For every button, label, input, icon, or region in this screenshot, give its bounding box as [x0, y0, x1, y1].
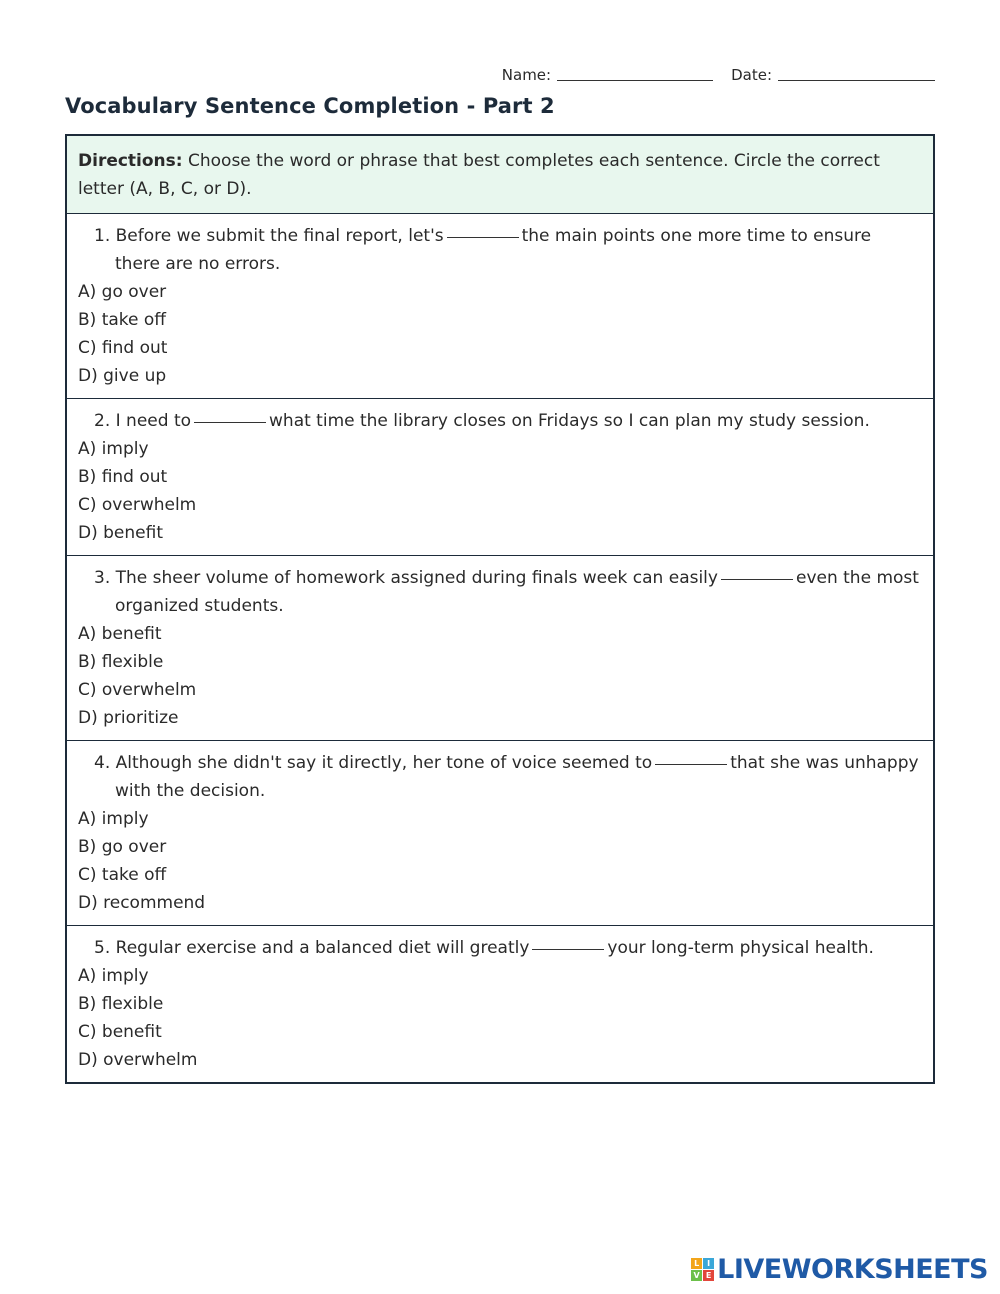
directions-text: Choose the word or phrase that best completes each sentence. Circle the correct letter (A, B, C, or D). [78, 151, 880, 199]
question-number: 2. [94, 411, 111, 431]
question-stem [78, 934, 921, 962]
directions-label: Directions: [78, 151, 183, 171]
logo-mark-icon [691, 1258, 714, 1281]
logo-text: LIVEWORKSHEETS [717, 1254, 988, 1285]
option-d[interactable]: D) recommend [78, 893, 206, 913]
liveworksheets-logo[interactable] [691, 1254, 988, 1285]
question-4 [67, 741, 933, 926]
date-label: Date: [731, 66, 772, 84]
logo-mark-tile: I [703, 1258, 714, 1269]
question-stem [78, 222, 921, 278]
question-number: 3. [94, 568, 111, 588]
name-field[interactable] [502, 66, 713, 84]
worksheet-box [65, 134, 935, 1084]
option-c[interactable]: C) find out [78, 338, 168, 358]
stem-after: the main points one more time to ensure there are no errors. [115, 226, 872, 274]
stem-after: that she was unhappy with the decision. [115, 753, 919, 801]
option-c[interactable]: C) benefit [78, 1022, 162, 1042]
name-label: Name: [501, 66, 552, 84]
option-d[interactable]: D) overwhelm [78, 1050, 198, 1070]
answer-blank[interactable] [532, 948, 604, 950]
date-field[interactable] [731, 66, 935, 84]
stem-after: what time the library closes on Fridays so I can plan my study session. [269, 411, 870, 431]
answer-blank[interactable] [447, 236, 519, 238]
option-b[interactable]: B) find out [78, 467, 168, 487]
question-5 [67, 926, 933, 1082]
stem-before: I need to [115, 411, 192, 431]
question-number: 5. [94, 938, 111, 958]
question-1 [67, 214, 933, 399]
option-a[interactable]: A) imply [78, 809, 149, 829]
option-c[interactable]: C) take off [78, 865, 167, 885]
option-d[interactable]: D) benefit [78, 523, 163, 543]
question-stem [78, 749, 921, 805]
date-line[interactable] [778, 79, 935, 81]
question-number: 1. [94, 226, 111, 246]
answer-blank[interactable] [194, 421, 266, 423]
page-title: Vocabulary Sentence Completion - Part 2 [65, 94, 555, 118]
stem-before: Although she didn't say it directly, her tone of voice seemed to [115, 753, 653, 773]
stem-before: Before we submit the final report, let's [115, 226, 444, 246]
answer-blank[interactable] [721, 578, 793, 580]
logo-mark-tile: L [691, 1258, 702, 1269]
option-c[interactable]: C) overwhelm [78, 680, 197, 700]
option-d[interactable]: D) prioritize [78, 708, 179, 728]
option-a[interactable]: A) go over [78, 282, 167, 302]
option-a[interactable]: A) imply [78, 966, 149, 986]
option-c[interactable]: C) overwhelm [78, 495, 197, 515]
logo-mark-tile: V [691, 1270, 702, 1281]
question-2 [67, 399, 933, 556]
option-b[interactable]: B) go over [78, 837, 167, 857]
stem-after: your long-term physical health. [607, 938, 874, 958]
option-a[interactable]: A) imply [78, 439, 149, 459]
question-3 [67, 556, 933, 741]
option-b[interactable]: B) flexible [78, 994, 164, 1014]
question-stem [78, 407, 921, 435]
answer-blank[interactable] [655, 763, 727, 765]
name-date-row [502, 66, 935, 84]
stem-after: even the most organized students. [115, 568, 919, 616]
directions-panel [67, 136, 933, 214]
option-b[interactable]: B) flexible [78, 652, 164, 672]
name-line[interactable] [557, 79, 713, 81]
option-a[interactable]: A) benefit [78, 624, 162, 644]
stem-before: Regular exercise and a balanced diet will greatly [115, 938, 530, 958]
logo-mark-tile: E [703, 1270, 714, 1281]
option-d[interactable]: D) give up [78, 366, 167, 386]
question-stem [78, 564, 921, 620]
question-number: 4. [94, 753, 111, 773]
option-b[interactable]: B) take off [78, 310, 166, 330]
stem-before: The sheer volume of homework assigned during finals week can easily [115, 568, 718, 588]
